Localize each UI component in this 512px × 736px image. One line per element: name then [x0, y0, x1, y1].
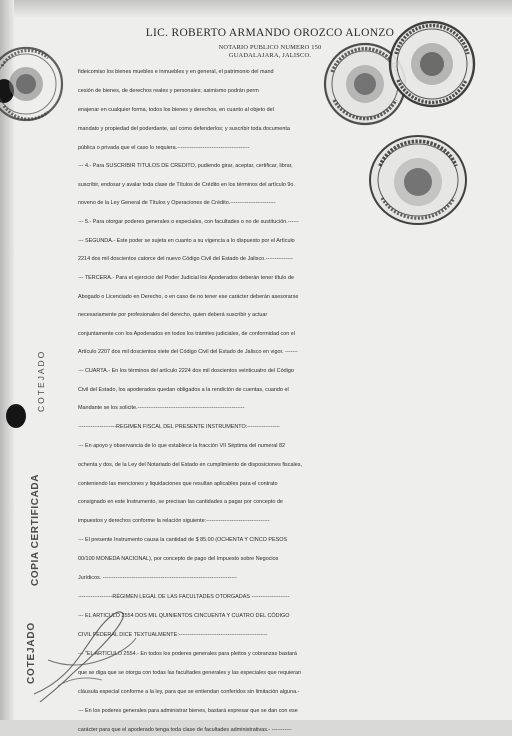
- text-line: CIVIL FEDERAL DICE TEXTUALMENTE:-------------------------------------------------: [78, 632, 268, 638]
- text-line: 00/100 MONEDA NACIONAL), por concepto de pago del Impuesto sobre Negocios: [78, 556, 279, 562]
- text-line: noveno de la Ley General de Títulos y Operaciones de Crédito.-------------------------: [78, 200, 276, 206]
- text-line: suscribir, endosar y avalar toda clase de Títulos de Crédito en los términos del artículo 9o.: [78, 182, 295, 188]
- punch-hole-middle: [6, 404, 26, 428]
- text-line: enajenar en cualquier forma, todos los bienes y derechos, en cuanto al objeto del: [78, 107, 274, 113]
- text-line: --- TERCERA.- Para el ejercicio del Poder Judicial los Apoderados deberán tener título de: [78, 275, 294, 281]
- text-line: conteniendo las menciones y liquidaciones que resultan aplicables para el contrato: [78, 481, 278, 487]
- text-line: Civil del Estado, los apoderados quedan obligados a la rendición de cuentas, cuando el: [78, 387, 289, 393]
- margin-copia-certificada: COPIA CERTIFICADA: [30, 473, 41, 586]
- notary-seal-left-icon: [0, 36, 66, 132]
- text-line: Abogado o Licenciado en Derecho, o en caso de no tener ese carácter deberán asesorarse: [78, 294, 299, 300]
- text-line: --- CUARTA.- En los términos del artículo 2224 dos mil doscientos veinticuatro del Código: [78, 368, 294, 374]
- text-line: --- El presente Instrumento causa la cantidad de $ 85.00 (OCHENTA Y CINCO PESOS: [78, 537, 288, 543]
- text-line: --- 4.- Para SUSCRIBIR TITULOS DE CREDITO, pudiendo girar, aceptar, certificar, librar,: [78, 163, 293, 169]
- text-line: 2214 dos mil doscientos catorce del nuevo Código Civil del Estado de Jalisco.---------------: [78, 256, 293, 262]
- text-line: consignado en este Instrumento, se precisan las cantidades a pagar por concepto de: [78, 499, 283, 505]
- mexico-seal-icon: [362, 128, 472, 228]
- text-line: ---------------------REGIMEN FISCAL DEL PRESENTE INSTRUMENTO:------------------: [78, 424, 280, 430]
- text-line: --- SEGUNDA.- Este poder se sujeta en cuanto a su vigencia a lo dispuesto por el Artículo: [78, 238, 295, 244]
- notary-seal-top-far-right-icon: [384, 18, 480, 110]
- text-line: -------------------RÉGIMEN LEGAL DE LAS FACULTADES OTORGADAS ---------------------: [78, 594, 290, 600]
- text-line: ochenta y dos, de la Ley del Notariado del Estado en cumplimiento de disposiciones fiscales,: [78, 462, 302, 468]
- text-line: pública o privada que el caso lo requiera.----------------------------------------: [78, 145, 250, 151]
- notary-city: GUADALAJARA, JALISCO.: [228, 52, 312, 59]
- handwritten-signature-icon: [28, 598, 138, 708]
- text-line: cláusula especial conforme a la ley, para que se entiendan conferidos sin limitación alguna.-: [78, 689, 300, 695]
- text-line: conjuntamente con los Apoderados en todos los trámites judiciales, de conformidad con el: [78, 331, 296, 337]
- text-line: necesariamente por profesionales del derecho, quien deberá suscribir y actuar: [78, 312, 268, 318]
- margin-cotejado-bottom: COTEJADO: [26, 622, 37, 684]
- margin-cotejado-top: COTEJADO: [36, 349, 46, 412]
- text-line: --- "EL ARTICULO 2554.- En todos los poderes generales para pleitos y cobranzas bastará: [78, 651, 297, 657]
- notary-number: NOTARIO PUBLICO NUMERO 150: [218, 44, 322, 51]
- text-line: --- 5.- Para otorgar poderes generales o especiales, con facultades o no de sustitución.------: [78, 219, 299, 225]
- text-line: cesión de bienes, de derechos reales y personales; asimismo podrán perm: [78, 88, 259, 94]
- text-line: Jurídicos. --------------------------------------------------------------------------: [78, 575, 237, 581]
- text-line: Mandante se los solicite.-----------------------------------------------------------: [78, 405, 245, 411]
- notary-name: LIC. ROBERTO ARMANDO OROZCO ALONZO: [145, 27, 395, 39]
- text-line: impuestos y derechos conforme la relación siguiente:-----------------------------------: [78, 518, 270, 524]
- scan-shadow-top: [0, 0, 512, 18]
- text-line: --- En los poderes generales para administrar bienes, bastará expresar que se dan con ese: [78, 708, 298, 714]
- text-line: carácter para que el apoderado tenga toda clase de facultades administrativas.- -----------: [78, 727, 292, 733]
- text-line: Artículo 2207 dos mil doscientos siete del Código Civil del Estado de Jalisco en vigor. -------: [78, 349, 298, 355]
- text-line: --- EL ARTICULO 2554 DOS MIL QUINIENTOS CINCUENTA Y CUATRO DEL CÓDIGO: [78, 613, 290, 619]
- text-line: que se diga que se otorga con todas las facultades generales y las especiales que requieran: [78, 670, 302, 676]
- text-line: --- En apoyo y observancia de lo que establece la fracción VII Séptima del numeral 82: [78, 443, 286, 449]
- text-line: mandato y propiedad del poderdante, así como defenderlos; y suscribir toda documenta: [78, 126, 290, 132]
- text-line: fideicomiso los bienes muebles e inmuebles y en general, el patrimonio del mand: [78, 69, 274, 75]
